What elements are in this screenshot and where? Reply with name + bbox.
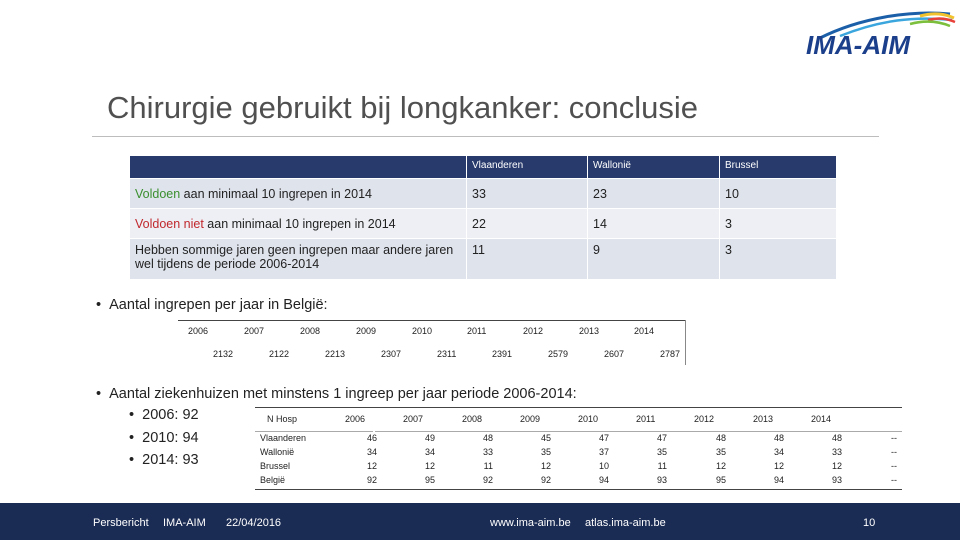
bullet-hospitals: • Aantal ziekenhuizen met minstens 1 ingreep per jaar periode 2006-2014: (96, 386, 577, 402)
hospital-count-cell: 12 (831, 461, 842, 471)
dash-cell: -- (891, 475, 897, 485)
label-rest: aan minimaal 10 ingrepen in 2014 (180, 186, 372, 201)
corner-label: N Hosp (267, 414, 298, 424)
hospital-count-cell: 92 (540, 475, 551, 485)
hospital-count-cell: 93 (656, 475, 667, 485)
intervention-value: 2122 (269, 349, 290, 359)
intervention-value: 2213 (325, 349, 346, 359)
region-label: Brussel (260, 461, 291, 471)
footer-org: IMA-AIM (163, 517, 206, 529)
hospital-count-cell: 35 (656, 447, 667, 457)
header-cell-wallonie: Wallonië (588, 156, 720, 179)
hospital-count-cell: 34 (773, 447, 784, 457)
intervention-value: 2607 (604, 349, 625, 359)
label-rest: Hebben sommige jaren geen ingrepen maar andere jaren wel tijdens de periode 2006-2014 (135, 243, 454, 271)
header-cell-vlaanderen: Vlaanderen (467, 156, 588, 179)
dash-cell: -- (891, 433, 897, 443)
hospital-count-cell: 46 (366, 433, 377, 443)
sub-bullet-text: 2010: 94 (142, 430, 199, 446)
label-colored: Voldoen (135, 186, 181, 201)
label-rest: aan minimaal 10 ingrepen in 2014 (203, 216, 396, 231)
year-header: 2013 (753, 414, 774, 424)
sub-bullet-2006: • 2006: 92 (129, 407, 199, 423)
ima-aim-logo (800, 8, 958, 66)
year-label: 2014 (634, 326, 655, 336)
footer-bar (0, 503, 960, 540)
year-label: 2006 (188, 326, 209, 336)
hospital-count-cell: 33 (482, 447, 493, 457)
year-header: 2011 (636, 414, 656, 424)
footer-url-atlas[interactable]: atlas.ima-aim.be (585, 517, 666, 529)
hospital-count-cell: 11 (483, 461, 493, 471)
bullet-interventions: • Aantal ingrepen per jaar in België: (96, 297, 328, 313)
sub-bullet-2010: • 2010: 94 (129, 430, 199, 446)
dash-cell: -- (891, 447, 897, 457)
title-divider (92, 136, 879, 137)
table-row (130, 179, 837, 209)
hospital-count-cell: 12 (715, 461, 726, 471)
year-label: 2009 (356, 326, 377, 336)
year-header: 2007 (403, 414, 424, 424)
summary-table (129, 155, 837, 280)
svg-text:IMA-AIM: IMA-AIM (806, 30, 910, 60)
year-label: 2008 (300, 326, 321, 336)
hospital-count-cell: 48 (482, 433, 493, 443)
hospital-count-cell: 34 (366, 447, 377, 457)
region-label: België (260, 475, 286, 485)
hospital-count-cell: 48 (831, 433, 842, 443)
intervention-value: 2132 (213, 349, 234, 359)
hospital-count-cell: 35 (715, 447, 726, 457)
right-border (685, 320, 686, 365)
bullet-text: Aantal ziekenhuizen met minstens 1 ingreep per jaar periode 2006-2014: (109, 386, 577, 402)
header-cell-empty (130, 156, 467, 179)
hospital-count-cell: 49 (424, 433, 435, 443)
cell-brussel: 10 (720, 179, 837, 209)
region-label: Wallonië (260, 447, 295, 457)
intervention-value: 2391 (492, 349, 513, 359)
footer-page-number: 10 (863, 517, 876, 529)
hospital-count-cell: 48 (715, 433, 726, 443)
year-header: 2012 (694, 414, 715, 424)
hospital-count-cell: 12 (366, 461, 377, 471)
cell-vlaanderen: 11 (467, 239, 588, 280)
year-label: 2011 (467, 326, 487, 336)
year-header: 2014 (811, 414, 832, 424)
hospital-count-cell: 95 (424, 475, 435, 485)
hospital-count-cell: 35 (540, 447, 551, 457)
cell-brussel: 3 (720, 209, 837, 239)
hospital-count-cell: 95 (715, 475, 726, 485)
hospital-count-cell: 37 (598, 447, 609, 457)
table-header-row (130, 156, 837, 179)
interventions-per-year (172, 320, 686, 365)
hospital-count-cell: 45 (540, 433, 551, 443)
hospital-count-cell: 93 (831, 475, 842, 485)
region-label: Vlaanderen (260, 433, 307, 443)
label-colored: Voldoen niet (135, 216, 204, 231)
year-header: 2010 (578, 414, 599, 424)
intervention-value: 2311 (437, 349, 457, 359)
hospital-count-cell: 47 (656, 433, 667, 443)
hospital-count-cell: 47 (598, 433, 609, 443)
row-label (130, 239, 467, 280)
table-row (130, 239, 837, 280)
intervention-value: 2307 (381, 349, 402, 359)
hospital-count-cell: 33 (831, 447, 842, 457)
hospital-count-cell: 92 (482, 475, 493, 485)
bottom-border (255, 489, 902, 490)
cell-vlaanderen: 22 (467, 209, 588, 239)
hospital-count-cell: 94 (773, 475, 784, 485)
hospital-count-cell: 12 (540, 461, 551, 471)
intervention-value: 2579 (548, 349, 569, 359)
hospitals-table (255, 407, 902, 491)
sub-bullet-text: 2006: 92 (142, 407, 199, 423)
slide-title: Chirurgie gebruikt bij longkanker: conclusie (107, 90, 699, 125)
intervention-value: 2787 (660, 349, 681, 359)
top-border (178, 320, 686, 321)
year-label: 2013 (579, 326, 600, 336)
footer-persbericht: Persbericht (93, 517, 149, 529)
cell-wallonie: 14 (588, 209, 720, 239)
top-border (255, 407, 902, 408)
hospital-count-cell: 48 (773, 433, 784, 443)
footer-date: 22/04/2016 (226, 517, 282, 529)
header-separator (375, 431, 902, 432)
hospital-count-cell: 34 (424, 447, 435, 457)
year-label: 2010 (412, 326, 433, 336)
year-header: 2008 (462, 414, 483, 424)
cell-wallonie: 23 (588, 179, 720, 209)
bullet-text: Aantal ingrepen per jaar in België: (109, 297, 328, 313)
year-header: 2009 (520, 414, 541, 424)
logo-graphic (800, 8, 958, 66)
cell-vlaanderen: 33 (467, 179, 588, 209)
hospital-count-cell: 12 (424, 461, 435, 471)
hospital-count-cell: 12 (773, 461, 784, 471)
year-label: 2007 (244, 326, 265, 336)
hospital-count-cell: 92 (366, 475, 377, 485)
row-label (130, 209, 467, 239)
hospital-count-cell: 10 (598, 461, 609, 471)
header-separator (255, 431, 373, 432)
cell-brussel: 3 (720, 239, 837, 280)
sub-bullet-2014: • 2014: 93 (129, 452, 199, 468)
cell-wallonie: 9 (588, 239, 720, 280)
hospital-count-cell: 11 (657, 461, 667, 471)
year-label: 2012 (523, 326, 544, 336)
header-cell-brussel: Brussel (720, 156, 837, 179)
footer-url-main[interactable]: www.ima-aim.be (490, 517, 571, 529)
sub-bullet-text: 2014: 93 (142, 452, 199, 468)
dash-cell: -- (891, 461, 897, 471)
year-header: 2006 (345, 414, 366, 424)
hospital-count-cell: 94 (598, 475, 609, 485)
table-row (130, 209, 837, 239)
row-label (130, 179, 467, 209)
